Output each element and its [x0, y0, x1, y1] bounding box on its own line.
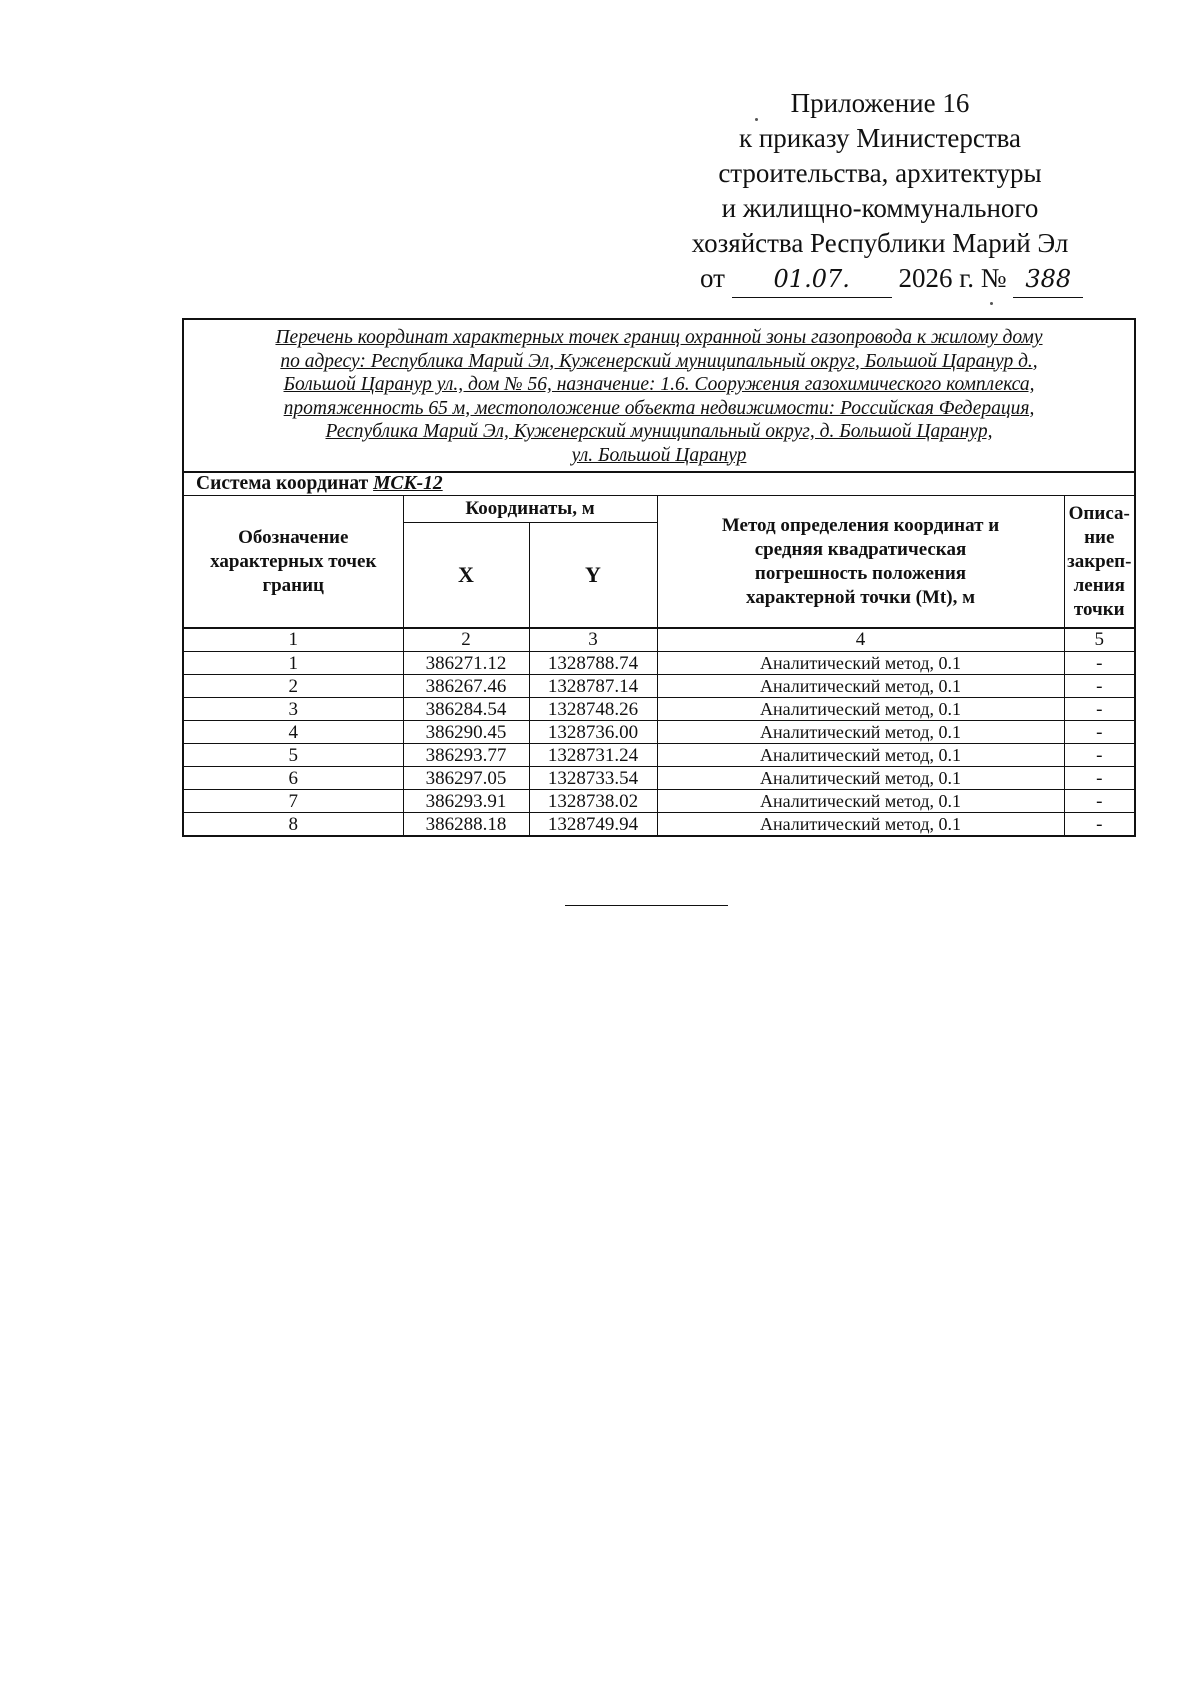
method-value: Аналитический метод, 0.1: [657, 790, 1064, 813]
table-title-line: по адресу: Республика Марий Эл, Куженерский муниципальный округ, Большой Царанур д.,: [280, 350, 1038, 372]
column-number: 5: [1064, 628, 1135, 652]
column-number: 1: [183, 628, 403, 652]
header-line: ние: [1084, 526, 1115, 548]
table-row: [183, 744, 1135, 767]
description-value: -: [1064, 813, 1135, 837]
y-value: 1328788.74: [529, 652, 657, 675]
method-value: Аналитический метод, 0.1: [657, 698, 1064, 721]
point-number: 2: [183, 675, 403, 698]
method-value: Аналитический метод, 0.1: [657, 767, 1064, 790]
point-number: 6: [183, 767, 403, 790]
ministry-line-3: хозяйства Республики Марий Эл: [691, 228, 1069, 258]
table-title: [183, 319, 1135, 472]
header-line: Метод определения координат и: [721, 514, 1000, 536]
header-line: характерной точки (Mt), м: [745, 586, 976, 608]
y-value: 1328787.14: [529, 675, 657, 698]
x-header: X: [403, 523, 529, 629]
header-line: погрешность положения: [754, 562, 967, 584]
method-value: Аналитический метод, 0.1: [657, 744, 1064, 767]
table-row: [183, 813, 1135, 837]
ministry-line-1: строительства, архитектуры: [718, 158, 1042, 188]
method-header: [657, 496, 1064, 629]
x-value: 386290.45: [403, 721, 529, 744]
x-value: 386297.05: [403, 767, 529, 790]
table-row: [183, 790, 1135, 813]
point-number: 8: [183, 813, 403, 837]
coordinate-system-row: [183, 472, 1135, 496]
point-number: 7: [183, 790, 403, 813]
description-value: -: [1064, 767, 1135, 790]
table-title-line: протяженность 65 м, местоположение объекта недвижимости: Российская Федерация,: [283, 397, 1035, 419]
scan-speck: [990, 302, 993, 305]
column-number: 3: [529, 628, 657, 652]
table-row: [183, 698, 1135, 721]
order-reference-line: к приказу Министерства: [738, 123, 1022, 153]
coordinates-header: Координаты, м: [403, 496, 657, 523]
table-row: [183, 767, 1135, 790]
x-value: 386293.77: [403, 744, 529, 767]
coordinate-system-label: Система координат: [196, 473, 369, 494]
y-value: 1328749.94: [529, 813, 657, 837]
description-value: -: [1064, 721, 1135, 744]
y-value: 1328733.54: [529, 767, 657, 790]
description-value: -: [1064, 790, 1135, 813]
method-value: Аналитический метод, 0.1: [657, 675, 1064, 698]
coordinate-system-value: МСК-12: [373, 473, 443, 494]
table-title-line: Большой Царанур ул., дом № 56, назначение: 1.6. Сооружения газохимического комплекса,: [283, 374, 1035, 395]
y-value: 1328738.02: [529, 790, 657, 813]
year-and-number-label: 2026 г. №: [898, 263, 1007, 293]
y-value: 1328736.00: [529, 721, 657, 744]
x-value: 386284.54: [403, 698, 529, 721]
header-line: точки: [1073, 598, 1125, 620]
ministry-line-2: и жилищно-коммунального: [721, 193, 1039, 223]
description-header: [1064, 496, 1135, 629]
header-line: границ: [262, 574, 325, 596]
header-line: Обозначение: [238, 526, 349, 548]
description-value: -: [1064, 698, 1135, 721]
x-value: 386267.46: [403, 675, 529, 698]
header-line: Описа-: [1068, 502, 1130, 524]
y-value: 1328748.26: [529, 698, 657, 721]
scan-speck: [755, 118, 758, 121]
method-value: Аналитический метод, 0.1: [657, 721, 1064, 744]
document-header: [660, 86, 1100, 298]
x-value: 386271.12: [403, 652, 529, 675]
date-blank: [732, 261, 892, 298]
column-number: 2: [403, 628, 529, 652]
table-title-line: Республика Марий Эл, Куженерский муниципальный округ, д. Большой Царанур,: [325, 421, 993, 442]
method-value: Аналитический метод, 0.1: [657, 652, 1064, 675]
date-prefix: от: [700, 263, 725, 293]
table-title-line: ул. Большой Царанур: [571, 444, 747, 466]
x-value: 386288.18: [403, 813, 529, 837]
header-line: закреп-: [1067, 550, 1132, 572]
description-value: -: [1064, 675, 1135, 698]
point-number: 4: [183, 721, 403, 744]
table-row: [183, 652, 1135, 675]
x-value: 386293.91: [403, 790, 529, 813]
table-row: [183, 721, 1135, 744]
point-number: 3: [183, 698, 403, 721]
coordinates-table: [182, 318, 1136, 837]
description-value: -: [1064, 744, 1135, 767]
table-title-line: Перечень координат характерных точек границ охранной зоны газопровода к жилому дому: [275, 327, 1043, 348]
method-value: Аналитический метод, 0.1: [657, 813, 1064, 837]
column-number: 4: [657, 628, 1064, 652]
closing-divider: [565, 905, 728, 906]
header-line: средняя квадратическая: [754, 538, 967, 560]
y-header: Y: [529, 523, 657, 629]
description-value: -: [1064, 652, 1135, 675]
y-value: 1328731.24: [529, 744, 657, 767]
handwritten-number: 388: [1025, 265, 1072, 293]
point-number: 1: [183, 652, 403, 675]
point-number: 5: [183, 744, 403, 767]
table-row: [183, 675, 1135, 698]
designation-header: [183, 496, 403, 629]
handwritten-date: 01.07.: [773, 265, 850, 293]
appendix-title: Приложение 16: [790, 88, 970, 118]
header-line: ления: [1073, 574, 1125, 596]
number-blank: [1013, 261, 1083, 298]
order-date-line: [660, 261, 1100, 298]
header-line: характерных точек: [210, 550, 377, 572]
